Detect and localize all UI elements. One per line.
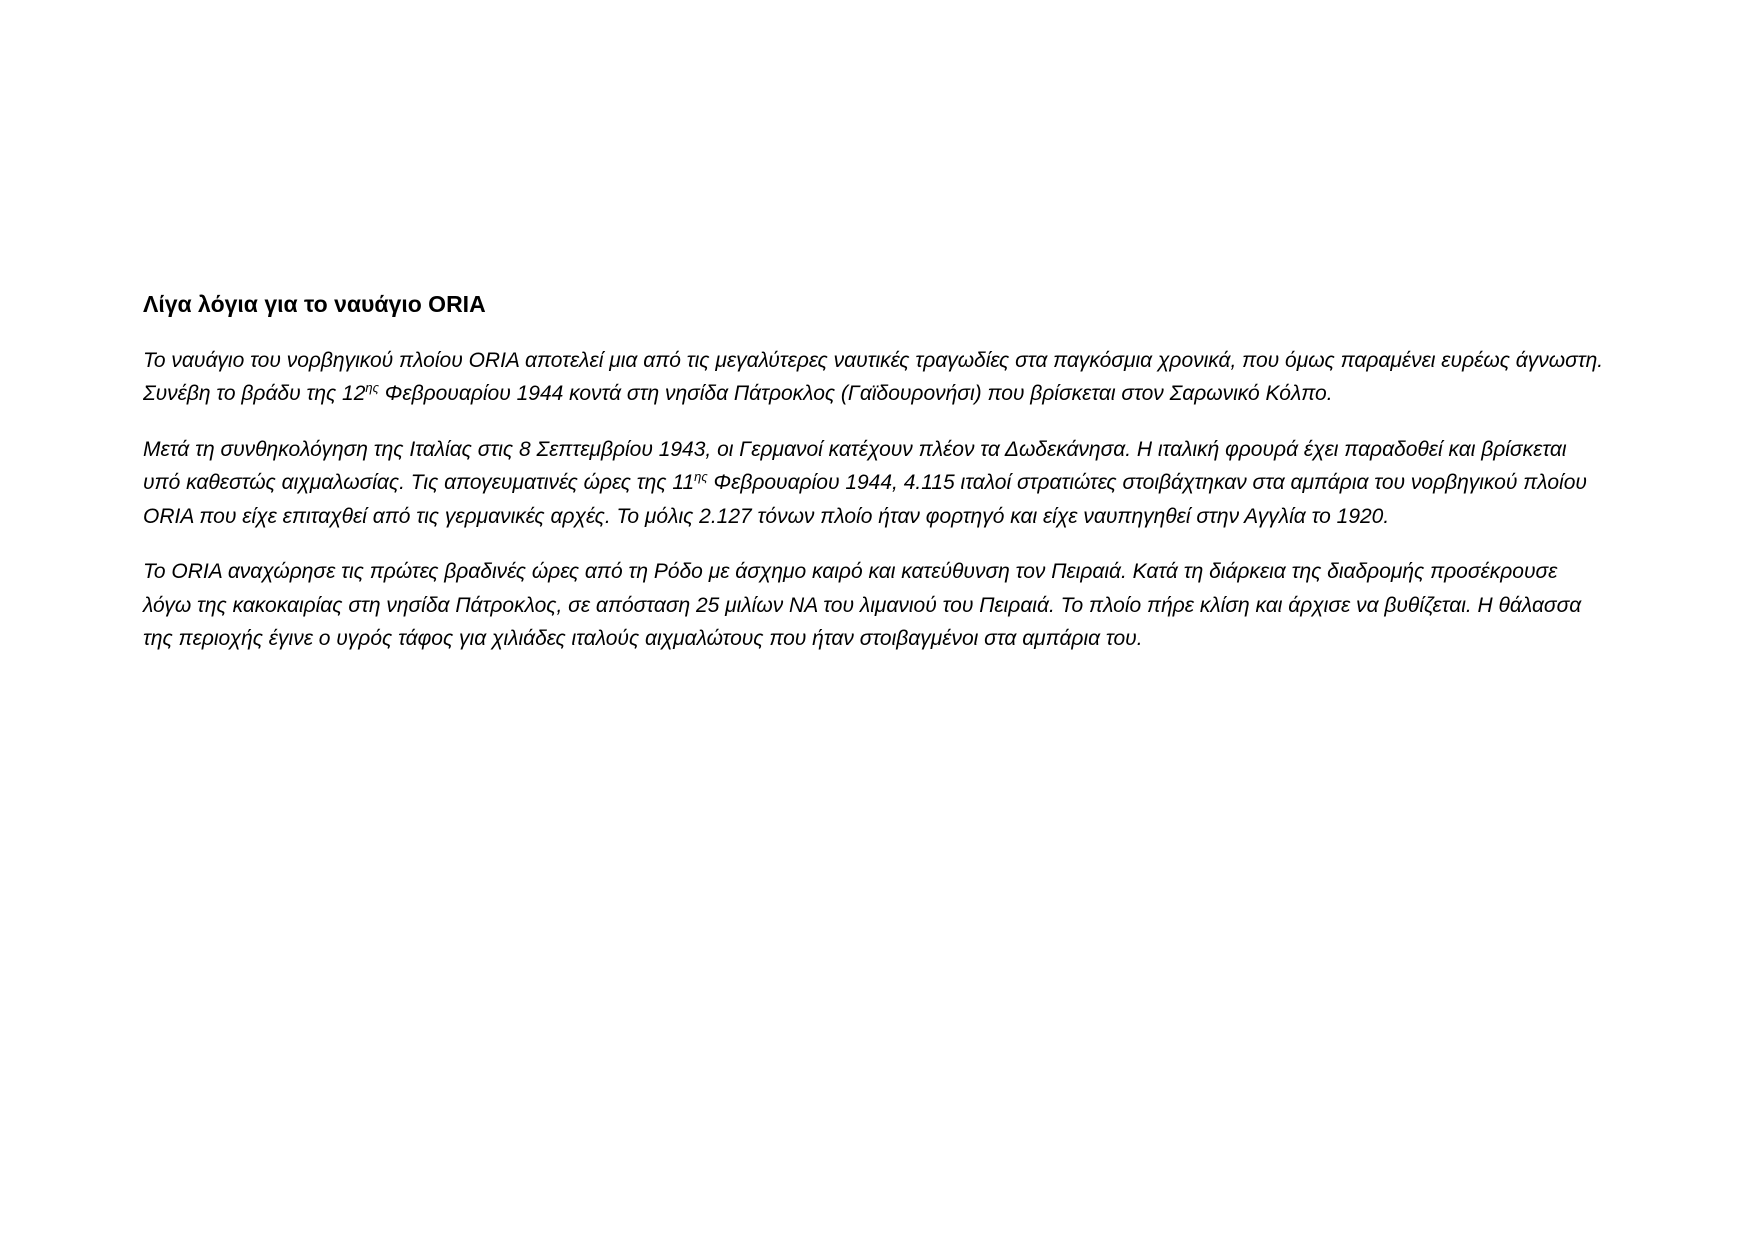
text-run: Το ORIA αναχώρησε τις πρώτες βραδινές ώρες από τη Ρόδο με άσχημο καιρό και κατεύθυνση τον Πειραιά. Κατά τη διάρκεια της διαδρομής προσέκρουσε λόγω της κακοκαιρίας στη νησίδα Πάτροκλος, σε απόσταση 25 μιλίων ΝΑ του λιμανιού του Πειραιά. Το πλοίο πήρε κλίση και άρχισε να βυθίζεται. Η θάλασσα της περιοχής έγινε ο υγρός τάφος για χιλιάδες ιταλούς αιχμαλώτους που ήταν στοιβαγμένοι στα αμπάρια του.: [143, 560, 1582, 650]
paragraph: [143, 433, 1604, 534]
document-paragraphs: [143, 344, 1604, 656]
ordinal-superscript: ης: [694, 469, 708, 484]
document-content: [143, 288, 1604, 678]
text-run: Φεβρουαρίου 1944, 4.115 ιταλοί στρατιώτες στοιβάχτηκαν στα αμπάρια του νορβηγικού πλοίου ORIA που είχε επιταχθεί από τις γερμανικές αρχές. Το μόλις 2.127 τόνων πλοίο ήταν φορτηγό και είχε ναυπηγηθεί στην Αγγλία το 1920.: [143, 471, 1587, 528]
text-run: Μετά τη συνθηκολόγηση της Ιταλίας στις 8 Σεπτεμβρίου 1943, οι Γερμανοί κατέχουν πλέον τα Δωδεκάνησα. Η ιταλική φρουρά έχει παραδοθεί και βρίσκεται υπό καθεστώς αιχμαλωσίας. Τις απογευματινές ώρες της 11: [143, 437, 1567, 494]
text-run: Φεβρουαρίου 1944 κοντά στη νησίδα Πάτροκλος (Γαϊδουρονήσι) που βρίσκεται στον Σαρωνικό Κόλπο.: [378, 382, 1333, 405]
paragraph: [143, 344, 1604, 411]
document-title: Λίγα λόγια για το ναυάγιο ORIA: [143, 291, 486, 317]
text-run: Το ναυάγιο του νορβηγικού πλοίου ORIA αποτελεί μια από τις μεγαλύτερες ναυτικές τραγωδίες στα παγκόσμια χρονικά, που όμως παραμένει ευρέως άγνωστη. Συνέβη το βράδυ της 12: [143, 348, 1604, 405]
ordinal-superscript: ης: [365, 380, 379, 395]
paragraph: [143, 555, 1604, 656]
